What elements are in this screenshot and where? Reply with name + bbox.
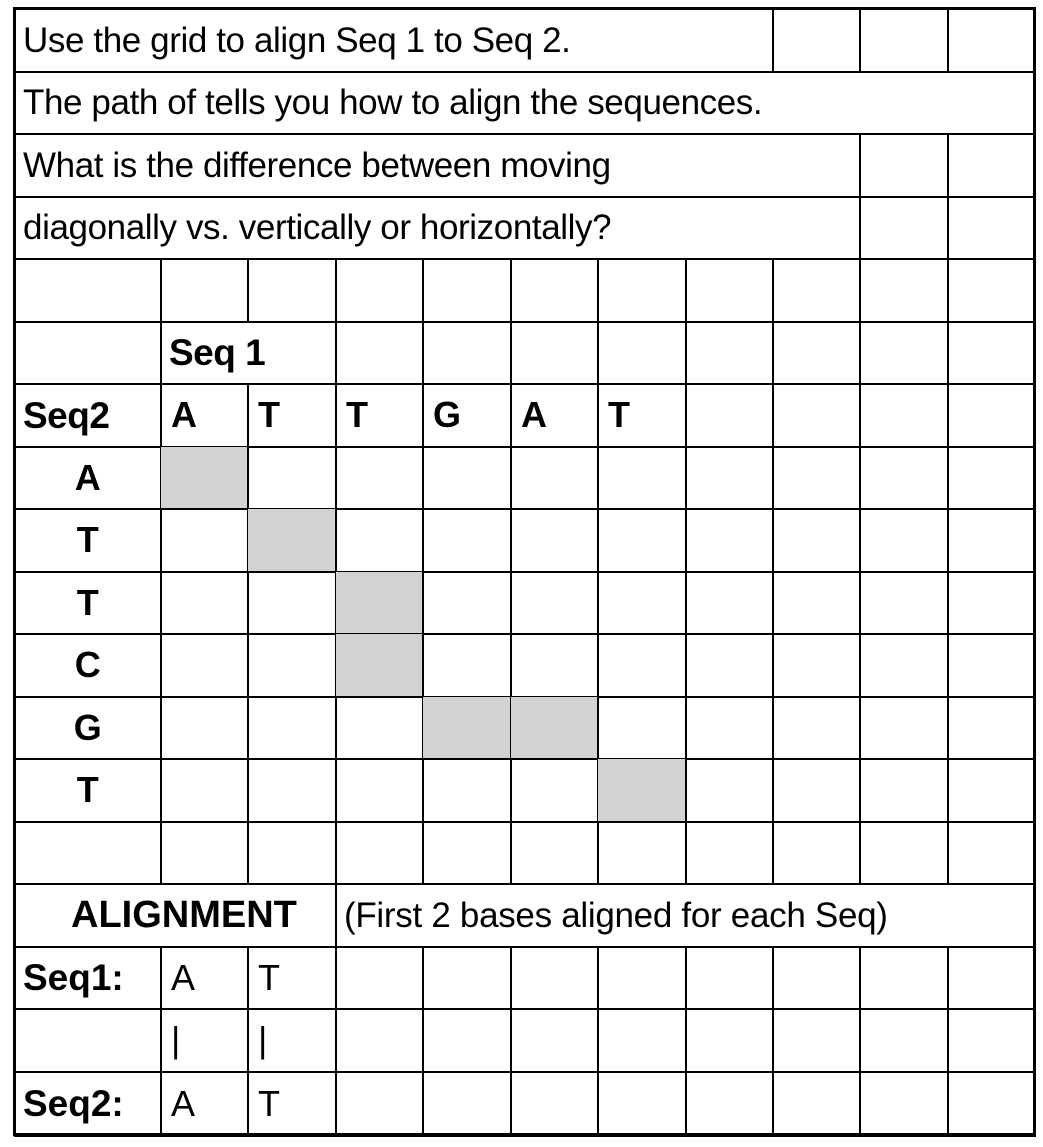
seq2-base: T xyxy=(14,571,162,635)
matrix-cell[interactable] xyxy=(597,696,687,760)
matrix-cell[interactable] xyxy=(859,758,949,823)
matrix-cell[interactable] xyxy=(597,571,687,635)
matrix-cell[interactable] xyxy=(685,633,774,698)
empty-cell[interactable] xyxy=(160,821,249,885)
matrix-cell[interactable] xyxy=(772,758,861,823)
matrix-cell[interactable] xyxy=(160,758,249,823)
alignment-empty-cell[interactable] xyxy=(685,1008,774,1073)
matrix-cell[interactable] xyxy=(160,696,249,760)
empty-cell[interactable] xyxy=(14,821,162,885)
empty-cell[interactable] xyxy=(859,321,949,385)
empty-cell[interactable] xyxy=(335,821,424,885)
empty-cell[interactable] xyxy=(859,196,949,260)
seq2-base: C xyxy=(14,633,162,698)
matrix-cell[interactable] xyxy=(160,508,249,573)
matrix-cell[interactable] xyxy=(510,633,599,698)
empty-cell[interactable] xyxy=(685,821,774,885)
alignment-seq1-base[interactable]: A xyxy=(160,946,249,1010)
alignment-empty-cell[interactable] xyxy=(510,1008,599,1073)
empty-cell[interactable] xyxy=(422,821,512,885)
empty-cell[interactable] xyxy=(597,258,687,323)
alignment-empty-cell[interactable] xyxy=(335,1071,424,1137)
seq2-base: T xyxy=(14,508,162,573)
alignment-empty-cell[interactable] xyxy=(859,1071,949,1137)
seq1-base: T xyxy=(247,383,337,448)
alignment-empty-cell[interactable] xyxy=(859,946,949,1010)
empty-cell[interactable] xyxy=(422,258,512,323)
empty-cell[interactable] xyxy=(772,258,861,323)
alignment-empty-cell[interactable] xyxy=(947,1008,1036,1073)
matrix-cell[interactable] xyxy=(859,633,949,698)
matrix-cell[interactable] xyxy=(335,508,424,573)
empty-cell[interactable] xyxy=(597,821,687,885)
matrix-cell[interactable] xyxy=(422,508,512,573)
alignment-empty-cell[interactable] xyxy=(422,1071,512,1137)
empty-cell[interactable] xyxy=(510,258,599,323)
matrix-cell[interactable] xyxy=(685,758,774,823)
seq1-base: A xyxy=(160,383,249,448)
empty-cell[interactable] xyxy=(859,258,949,323)
matrix-cell[interactable] xyxy=(859,571,949,635)
alignment-note: (First 2 bases aligned for each Seq) xyxy=(335,883,1036,948)
matrix-cell[interactable] xyxy=(247,633,337,698)
alignment-seq2-base[interactable]: T xyxy=(247,1071,337,1137)
alignment-empty-cell[interactable] xyxy=(335,1008,424,1073)
empty-cell[interactable] xyxy=(14,1008,162,1073)
matrix-cell[interactable] xyxy=(422,758,512,823)
matrix-cell[interactable] xyxy=(685,446,774,510)
matrix-cell[interactable] xyxy=(685,508,774,573)
instruction-line-3: What is the difference between moving xyxy=(14,133,861,198)
empty-cell[interactable] xyxy=(510,821,599,885)
alignment-seq2-label: Seq2: xyxy=(14,1071,162,1137)
matrix-cell[interactable] xyxy=(859,446,949,510)
seq1-base: T xyxy=(335,383,424,448)
matrix-cell[interactable] xyxy=(772,508,861,573)
empty-cell[interactable] xyxy=(422,321,512,385)
seq2-base: T xyxy=(14,758,162,823)
matrix-cell[interactable] xyxy=(422,633,512,698)
empty-cell[interactable] xyxy=(510,321,599,385)
match-mark[interactable]: | xyxy=(247,1008,337,1073)
matrix-cell[interactable] xyxy=(247,446,337,510)
empty-cell[interactable] xyxy=(14,321,162,385)
matrix-cell[interactable] xyxy=(422,571,512,635)
matrix-cell[interactable] xyxy=(335,446,424,510)
empty-cell[interactable] xyxy=(772,821,861,885)
empty-cell[interactable] xyxy=(247,821,337,885)
matrix-cell[interactable] xyxy=(947,696,1036,760)
empty-cell[interactable] xyxy=(335,258,424,323)
path-cell[interactable] xyxy=(597,758,687,823)
matrix-cell[interactable] xyxy=(510,508,599,573)
matrix-cell[interactable] xyxy=(247,571,337,635)
empty-cell[interactable] xyxy=(772,321,861,385)
alignment-empty-cell[interactable] xyxy=(597,1071,687,1137)
matrix-cell[interactable] xyxy=(247,696,337,760)
matrix-cell[interactable] xyxy=(685,571,774,635)
seq1-base: A xyxy=(510,383,599,448)
instruction-line-1: Use the grid to align Seq 1 to Seq 2. xyxy=(14,8,774,73)
matrix-cell[interactable] xyxy=(597,446,687,510)
matrix-cell[interactable] xyxy=(422,446,512,510)
empty-cell[interactable] xyxy=(14,258,162,323)
instruction-line-4: diagonally vs. vertically or horizontally? xyxy=(14,196,861,260)
alignment-empty-cell[interactable] xyxy=(510,1071,599,1137)
matrix-cell[interactable] xyxy=(247,758,337,823)
alignment-empty-cell[interactable] xyxy=(510,946,599,1010)
empty-cell[interactable] xyxy=(859,8,949,73)
alignment-empty-cell[interactable] xyxy=(772,1071,861,1137)
match-mark[interactable]: | xyxy=(160,1008,249,1073)
path-cell[interactable] xyxy=(422,696,512,760)
matrix-cell[interactable] xyxy=(947,758,1036,823)
alignment-title: ALIGNMENT xyxy=(14,883,337,948)
matrix-cell[interactable] xyxy=(772,571,861,635)
empty-cell[interactable] xyxy=(947,321,1036,385)
alignment-empty-cell[interactable] xyxy=(772,946,861,1010)
alignment-empty-cell[interactable] xyxy=(335,946,424,1010)
matrix-cell[interactable] xyxy=(335,696,424,760)
empty-cell[interactable] xyxy=(947,8,1036,73)
empty-cell[interactable] xyxy=(685,383,774,448)
empty-cell[interactable] xyxy=(772,8,861,73)
alignment-seq1-base[interactable]: T xyxy=(247,946,337,1010)
empty-cell[interactable] xyxy=(947,383,1036,448)
empty-cell[interactable] xyxy=(947,133,1036,198)
alignment-empty-cell[interactable] xyxy=(685,1071,774,1137)
instruction-line-2: The path of tells you how to align the sequences. xyxy=(14,71,1036,135)
matrix-cell[interactable] xyxy=(597,508,687,573)
empty-cell[interactable] xyxy=(335,321,424,385)
matrix-cell[interactable] xyxy=(772,696,861,760)
alignment-empty-cell[interactable] xyxy=(947,1071,1036,1137)
alignment-empty-cell[interactable] xyxy=(422,946,512,1010)
empty-cell[interactable] xyxy=(859,821,949,885)
path-cell[interactable] xyxy=(335,571,424,635)
matrix-cell[interactable] xyxy=(772,633,861,698)
seq2-header: Seq2 xyxy=(14,383,162,448)
alignment-empty-cell[interactable] xyxy=(597,1008,687,1073)
path-cell[interactable] xyxy=(335,633,424,698)
empty-cell[interactable] xyxy=(947,196,1036,260)
alignment-empty-cell[interactable] xyxy=(422,1008,512,1073)
empty-cell[interactable] xyxy=(859,133,949,198)
alignment-empty-cell[interactable] xyxy=(597,946,687,1010)
matrix-cell[interactable] xyxy=(859,696,949,760)
alignment-empty-cell[interactable] xyxy=(947,946,1036,1010)
matrix-cell[interactable] xyxy=(510,758,599,823)
matrix-cell[interactable] xyxy=(947,508,1036,573)
empty-cell[interactable] xyxy=(772,383,861,448)
seq1-base: T xyxy=(597,383,687,448)
empty-cell[interactable] xyxy=(685,258,774,323)
alignment-seq1-label: Seq1: xyxy=(14,946,162,1010)
alignment-empty-cell[interactable] xyxy=(859,1008,949,1073)
empty-cell[interactable] xyxy=(247,258,337,323)
matrix-cell[interactable] xyxy=(947,446,1036,510)
alignment-seq2-base[interactable]: A xyxy=(160,1071,249,1137)
matrix-cell[interactable] xyxy=(510,571,599,635)
seq2-base: G xyxy=(14,696,162,760)
empty-cell[interactable] xyxy=(947,258,1036,323)
matrix-cell[interactable] xyxy=(335,758,424,823)
path-cell[interactable] xyxy=(247,508,337,573)
matrix-cell[interactable] xyxy=(160,633,249,698)
empty-cell[interactable] xyxy=(597,321,687,385)
matrix-cell[interactable] xyxy=(947,633,1036,698)
alignment-empty-cell[interactable] xyxy=(685,946,774,1010)
path-cell[interactable] xyxy=(510,696,599,760)
seq1-base: G xyxy=(422,383,512,448)
matrix-cell[interactable] xyxy=(160,571,249,635)
alignment-empty-cell[interactable] xyxy=(772,1008,861,1073)
empty-cell[interactable] xyxy=(685,321,774,385)
empty-cell[interactable] xyxy=(859,383,949,448)
seq1-header: Seq 1 xyxy=(160,321,337,385)
matrix-cell[interactable] xyxy=(859,508,949,573)
matrix-cell[interactable] xyxy=(772,446,861,510)
matrix-cell[interactable] xyxy=(685,696,774,760)
empty-cell[interactable] xyxy=(947,821,1036,885)
matrix-cell[interactable] xyxy=(597,633,687,698)
path-cell[interactable] xyxy=(160,446,249,510)
empty-cell[interactable] xyxy=(160,258,249,323)
matrix-cell[interactable] xyxy=(510,446,599,510)
seq2-base: A xyxy=(14,446,162,510)
matrix-cell[interactable] xyxy=(947,571,1036,635)
